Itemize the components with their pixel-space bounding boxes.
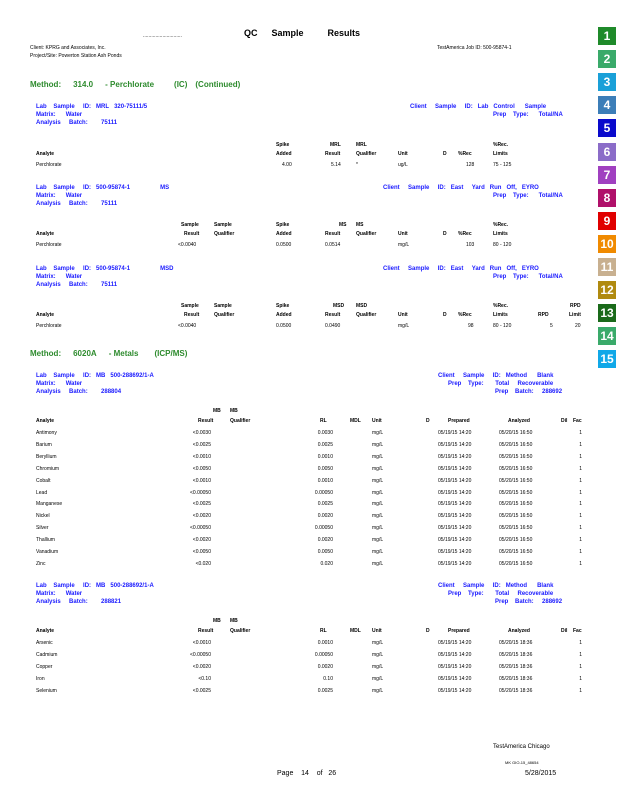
s2-limits: 80 - 120 xyxy=(493,242,512,248)
s3-h-limit: Limit xyxy=(569,312,581,318)
cell-result: <0.0010 xyxy=(192,640,211,646)
cell-prepared: 05/19/15 14:20 xyxy=(438,537,472,544)
s2-h-qualifier2: Qualifier xyxy=(356,231,377,237)
s5-prep-batch: Prep Batch: 288692 xyxy=(495,599,563,605)
s3-lab-sample-id: Lab Sample ID: 500-95874-1 MSD xyxy=(36,266,174,272)
cell-rl: 0.0010 xyxy=(317,477,333,484)
cell-dil: 1 xyxy=(579,675,582,682)
cell-unit: mg/L xyxy=(372,560,384,567)
cell-analyzed: 05/20/15 16:50 xyxy=(499,477,533,484)
s3-rec: 98 xyxy=(468,323,474,329)
cell-analyzed: 05/20/15 16:50 xyxy=(499,501,533,508)
cell-prepared: 05/19/15 14:20 xyxy=(438,477,472,484)
cell-analyzed: 05/20/15 16:50 xyxy=(499,513,533,520)
s4-prep-batch: Prep Batch: 288692 xyxy=(495,389,563,395)
section-tab-6[interactable]: 6 xyxy=(598,143,616,161)
s1-h-d: D xyxy=(443,151,447,157)
cell-analyzed: 05/20/15 16:50 xyxy=(499,549,533,555)
s1-h-qualifier: Qualifier xyxy=(356,151,377,157)
cell-prepared: 05/19/15 14:20 xyxy=(438,441,472,448)
s4-h-analyte: Analyte xyxy=(36,418,55,424)
cell-result: <0.0030 xyxy=(192,430,211,436)
s1-h-unit: Unit xyxy=(398,151,408,157)
cell-rl: 0.020 xyxy=(320,560,333,567)
cell-analyte: Selenium xyxy=(36,687,57,694)
method-heading-perchlorate: Method: 314.0 - Perchlorate (IC) (Continued) xyxy=(30,80,241,89)
s2-h-sample2: Sample xyxy=(214,222,232,228)
s3-h-qualifier: Qualifier xyxy=(214,312,235,318)
cell-analyzed: 05/20/15 18:36 xyxy=(499,675,533,682)
s4-h-mdl: MDL xyxy=(350,418,361,424)
s2-h-result: Result xyxy=(184,231,200,237)
cell-unit: mg/L xyxy=(372,525,384,532)
cell-rl: 0.00050 xyxy=(314,651,333,658)
cell-prepared: 05/19/15 14:20 xyxy=(438,675,472,682)
s3-unit: mg/L xyxy=(398,323,410,329)
s2-h-ms: MS xyxy=(339,222,347,228)
s1-h-rec: %Rec. xyxy=(493,142,509,148)
s5-h-mb: MB xyxy=(213,618,221,624)
s1-qualifier: * xyxy=(356,162,358,168)
section-tab-9[interactable]: 9 xyxy=(598,212,616,230)
section-tab-13[interactable]: 13 xyxy=(598,304,616,322)
cell-rl: 0.0025 xyxy=(317,687,333,694)
s4-matrix: Matrix: Water xyxy=(36,381,83,387)
cell-prepared: 05/19/15 14:20 xyxy=(438,651,472,658)
s3-analyte: Perchlorate xyxy=(36,323,62,329)
cell-rl: 0.0050 xyxy=(317,465,333,472)
s5-client-sample-id: Client Sample ID: Method Blank xyxy=(438,583,554,589)
cell-analyte: Arsenic xyxy=(36,640,53,646)
method-heading-metals: Method: 6020A - Metals (ICP/MS) xyxy=(30,349,188,358)
s5-h-result: Result xyxy=(198,628,214,634)
cell-dil: 1 xyxy=(579,513,582,520)
cell-rl: 0.0020 xyxy=(317,663,333,670)
cell-unit: mg/L xyxy=(372,477,384,484)
s3-prep-type: Prep Type: Total/NA xyxy=(493,274,563,280)
cell-rl: 0.0050 xyxy=(317,549,333,555)
s4-h-prepared: Prepared xyxy=(448,418,470,424)
cell-dil: 1 xyxy=(579,489,582,496)
s2-h-added: Added xyxy=(276,231,292,237)
s5-h-d: D xyxy=(426,628,430,634)
s3-h-msd2: MSD xyxy=(356,303,368,309)
cell-result: <0.0050 xyxy=(192,549,211,555)
s3-limit: 20 xyxy=(575,323,581,329)
s1-h-analyte: Analyte xyxy=(36,151,55,157)
cell-analyzed: 05/20/15 16:50 xyxy=(499,525,533,532)
cell-unit: mg/L xyxy=(372,453,384,460)
s5-h-prepared: Prepared xyxy=(448,628,470,634)
cell-rl: 0.0020 xyxy=(317,513,333,520)
cell-unit: mg/L xyxy=(372,675,384,682)
cell-prepared: 05/19/15 14:20 xyxy=(438,549,472,555)
s2-matrix: Matrix: Water xyxy=(36,193,83,199)
cell-analyzed: 05/20/15 18:36 xyxy=(499,640,533,646)
cell-result: <0.00050 xyxy=(190,525,211,532)
cell-dil: 1 xyxy=(579,430,582,436)
s3-h-sample: Sample xyxy=(181,303,199,309)
cell-analyzed: 05/20/15 16:50 xyxy=(499,465,533,472)
s3-h-sample2: Sample xyxy=(214,303,232,309)
cell-analyzed: 05/20/15 16:50 xyxy=(499,453,533,460)
s4-lab-sample-id: Lab Sample ID: MB 500-288692/1-A xyxy=(36,373,154,379)
cell-prepared: 05/19/15 14:20 xyxy=(438,663,472,670)
s3-h-pct-rec: %Rec xyxy=(458,312,472,318)
s2-h-result2: Result xyxy=(325,231,341,237)
cell-analyte: Nickel xyxy=(36,513,50,520)
cell-analyzed: 05/20/15 18:36 xyxy=(499,663,533,670)
s1-h-spike: Spike xyxy=(276,142,290,148)
cell-analyte: Beryllium xyxy=(36,453,57,460)
section-tab-7[interactable]: 7 xyxy=(598,166,616,184)
s4-h-analyzed: Analyzed xyxy=(508,418,530,424)
cell-prepared: 05/19/15 14:20 xyxy=(438,513,472,520)
client-name: Client: KPRG and Associates, Inc. xyxy=(30,45,106,51)
cell-rl: 0.0030 xyxy=(317,430,333,436)
cell-prepared: 05/19/15 14:20 xyxy=(438,501,472,508)
cell-analyte: Lead xyxy=(36,489,48,496)
cell-result: <0.0050 xyxy=(192,465,211,472)
cell-result: <0.0010 xyxy=(192,477,211,484)
s5-h-analyte: Analyte xyxy=(36,628,55,634)
cell-rl: 0.0025 xyxy=(317,441,333,448)
section-tab-5[interactable]: 5 xyxy=(598,119,616,137)
s3-result2: 0.0490 xyxy=(325,323,341,329)
s4-h-result: Result xyxy=(198,418,214,424)
cell-dil: 1 xyxy=(579,651,582,658)
s5-h-unit: Unit xyxy=(372,628,382,634)
cell-unit: mg/L xyxy=(372,489,384,496)
cell-dil: 1 xyxy=(579,453,582,460)
footer-company: TestAmerica Chicago xyxy=(493,744,550,750)
s2-added: 0.0500 xyxy=(276,242,292,248)
s2-client-sample-id: Client Sample ID: East Yard Run Off, EYRO xyxy=(383,185,539,191)
s5-h-rl: RL xyxy=(320,628,327,634)
cell-dil: 1 xyxy=(579,549,582,555)
s3-h-unit: Unit xyxy=(398,312,408,318)
s4-h-dil: Dil xyxy=(561,418,568,424)
cell-unit: mg/L xyxy=(372,537,384,544)
s2-h-limits: Limits xyxy=(493,231,508,237)
cell-result: <0.00050 xyxy=(190,651,211,658)
cell-analyte: Thallium xyxy=(36,537,55,544)
section-tab-4[interactable]: 4 xyxy=(598,96,616,114)
s3-h-rec: %Rec. xyxy=(493,303,509,309)
cell-result: <0.00050 xyxy=(190,489,211,496)
cell-unit: mg/L xyxy=(372,549,384,555)
cell-rl: 0.0020 xyxy=(317,537,333,544)
s1-analysis-batch: Analysis Batch: 75111 xyxy=(36,120,118,126)
s3-h-rpd-top: RPD xyxy=(570,303,581,309)
cell-result: <0.0020 xyxy=(192,537,211,544)
s4-h-fac: Fac xyxy=(573,418,582,424)
cell-unit: mg/L xyxy=(372,663,384,670)
section-tab-3[interactable]: 3 xyxy=(598,73,616,91)
cell-analyte: Iron xyxy=(36,675,45,682)
s1-h-result: Result xyxy=(325,151,341,157)
s2-h-d: D xyxy=(443,231,447,237)
s1-result: 5.14 xyxy=(331,162,341,168)
s1-matrix: Matrix: Water xyxy=(36,112,83,118)
section-tab-15[interactable]: 15 xyxy=(598,350,616,368)
cell-analyte: Antimony xyxy=(36,430,57,436)
s3-h-d: D xyxy=(443,312,447,318)
s4-h-unit: Unit xyxy=(372,418,382,424)
s4-client-sample-id: Client Sample ID: Method Blank xyxy=(438,373,554,379)
s3-h-spike: Spike xyxy=(276,303,290,309)
s1-prep-type: Prep Type: Total/NA xyxy=(493,112,563,118)
s2-h-analyte: Analyte xyxy=(36,231,55,237)
cell-unit: mg/L xyxy=(372,465,384,472)
cell-result: <0.020 xyxy=(195,560,211,567)
cell-prepared: 05/19/15 14:20 xyxy=(438,465,472,472)
cell-analyte: Silver xyxy=(36,525,49,532)
s3-limits: 80 - 120 xyxy=(493,323,512,329)
s5-h-analyzed: Analyzed xyxy=(508,628,530,634)
cell-analyzed: 05/20/15 16:50 xyxy=(499,441,533,448)
cell-dil: 1 xyxy=(579,501,582,508)
s2-unit: mg/L xyxy=(398,242,410,248)
cell-result: <0.0025 xyxy=(192,441,211,448)
cell-dil: 1 xyxy=(579,477,582,484)
cell-unit: mg/L xyxy=(372,640,384,646)
cell-result: <0.0025 xyxy=(192,501,211,508)
s3-h-qualifier2: Qualifier xyxy=(356,312,377,318)
s2-analyte: Perchlorate xyxy=(36,242,62,248)
cell-analyte: Manganese xyxy=(36,501,63,508)
cell-dil: 1 xyxy=(579,560,582,567)
s3-h-rpd: RPD xyxy=(538,312,549,318)
cell-dil: 1 xyxy=(579,640,582,646)
cell-prepared: 05/19/15 14:20 xyxy=(438,640,472,646)
section-tab-11[interactable]: 11 xyxy=(598,258,616,276)
s4-h-qualifier: Qualifier xyxy=(230,418,251,424)
s3-h-limits: Limits xyxy=(493,312,508,318)
s3-analysis-batch: Analysis Batch: 75111 xyxy=(36,282,118,288)
cell-unit: mg/L xyxy=(372,441,384,448)
s3-rpd: 5 xyxy=(550,323,553,329)
s4-h-mb: MB xyxy=(213,408,221,414)
s3-client-sample-id: Client Sample ID: East Yard Run Off, EYRO xyxy=(383,266,539,272)
s4-prep-type: Prep Type: Total Recoverable xyxy=(448,381,554,387)
s3-h-added: Added xyxy=(276,312,292,318)
section-tab-1[interactable]: 1 xyxy=(598,27,616,45)
s4-h-d: D xyxy=(426,418,430,424)
cell-prepared: 05/19/15 14:20 xyxy=(438,687,472,694)
cell-prepared: 05/19/15 14:20 xyxy=(438,489,472,496)
s1-h-limits: Limits xyxy=(493,151,508,157)
cell-unit: mg/L xyxy=(372,501,384,508)
s1-lab-sample-id: Lab Sample ID: MRL 320-75111/5 xyxy=(36,104,148,110)
s3-matrix: Matrix: Water xyxy=(36,274,83,280)
cell-rl: 0.00050 xyxy=(314,489,333,496)
s2-h-rec: %Rec. xyxy=(493,222,509,228)
s4-h-rl: RL xyxy=(320,418,327,424)
s1-limits: 75 - 125 xyxy=(493,162,512,168)
job-id: TestAmerica Job ID: 500-95874-1 xyxy=(437,45,512,51)
cell-prepared: 05/19/15 14:20 xyxy=(438,430,472,436)
page-title: QC Sample Results xyxy=(244,28,361,38)
s2-result: <0.0040 xyxy=(178,242,197,248)
s3-h-result2: Result xyxy=(325,312,341,318)
cell-result: <0.10 xyxy=(198,675,211,682)
project-site: Project/Site: Powerton Station Ash Ponds xyxy=(30,53,122,59)
cell-unit: mg/L xyxy=(372,651,384,658)
cell-rl: 0.0010 xyxy=(317,453,333,460)
cell-dil: 1 xyxy=(579,663,582,670)
s5-h-qualifier: Qualifier xyxy=(230,628,251,634)
cell-rl: 0.0025 xyxy=(317,501,333,508)
s3-result: <0.0040 xyxy=(178,323,197,329)
cell-prepared: 05/19/15 14:20 xyxy=(438,453,472,460)
s5-h-dil: Dil xyxy=(561,628,568,634)
section-tab-12[interactable]: 12 xyxy=(598,281,616,299)
s2-h-ms2: MS xyxy=(356,222,364,228)
s1-h-pct-rec: %Rec xyxy=(458,151,472,157)
s1-client-sample-id: Client Sample ID: Lab Control Sample xyxy=(410,104,547,110)
cell-analyte: Vanadium xyxy=(36,549,59,555)
cell-unit: mg/L xyxy=(372,430,384,436)
s1-rec: 128 xyxy=(466,162,475,168)
cell-analyte: Zinc xyxy=(36,560,46,567)
cell-analyzed: 05/20/15 16:50 xyxy=(499,430,533,436)
cell-result: <0.0010 xyxy=(192,453,211,460)
cell-dil: 1 xyxy=(579,525,582,532)
cell-analyzed: 05/20/15 16:50 xyxy=(499,489,533,496)
s5-h-mdl: MDL xyxy=(350,628,361,634)
s2-rec: 103 xyxy=(466,242,475,248)
cell-prepared: 05/19/15 14:20 xyxy=(438,525,472,532)
s5-analysis-batch: Analysis Batch: 288821 xyxy=(36,599,122,605)
s1-h-added: Added xyxy=(276,151,292,157)
cell-unit: mg/L xyxy=(372,513,384,520)
s2-lab-sample-id: Lab Sample ID: 500-95874-1 MS xyxy=(36,185,170,191)
s5-matrix: Matrix: Water xyxy=(36,591,83,597)
cell-result: <0.0020 xyxy=(192,513,211,520)
cell-analyte: Cobalt xyxy=(36,477,51,484)
s4-h-mb2: MB xyxy=(230,408,238,414)
s3-h-analyte: Analyte xyxy=(36,312,55,318)
cell-analyzed: 05/20/15 18:36 xyxy=(499,651,533,658)
cell-result: <0.0025 xyxy=(192,687,211,694)
cell-unit: mg/L xyxy=(372,687,384,694)
s1-h-mrl2: MRL xyxy=(356,142,367,148)
cell-dil: 1 xyxy=(579,537,582,544)
cell-dil: 1 xyxy=(579,687,582,694)
section-tab-14[interactable]: 14 xyxy=(598,327,616,345)
s2-h-sample: Sample xyxy=(181,222,199,228)
s1-h-mrl: MRL xyxy=(330,142,341,148)
header-mark: ............................ xyxy=(143,33,182,39)
cell-rl: 0.0010 xyxy=(317,640,333,646)
cell-result: <0.0020 xyxy=(192,663,211,670)
cell-analyzed: 05/20/15 18:36 xyxy=(499,687,533,694)
s1-added: 4.00 xyxy=(282,162,292,168)
cell-analyzed: 05/20/15 16:50 xyxy=(499,560,533,567)
cell-analyzed: 05/20/15 16:50 xyxy=(499,537,533,544)
s2-h-unit: Unit xyxy=(398,231,408,237)
cell-dil: 1 xyxy=(579,465,582,472)
s5-h-fac: Fac xyxy=(573,628,582,634)
section-tab-10[interactable]: 10 xyxy=(598,235,616,253)
page-number: Page 14 of 26 xyxy=(277,770,337,777)
s2-h-qualifier: Qualifier xyxy=(214,231,235,237)
cell-analyte: Copper xyxy=(36,663,53,670)
s3-h-msd: MSD xyxy=(333,303,345,309)
s2-prep-type: Prep Type: Total/NA xyxy=(493,193,563,199)
cell-prepared: 05/19/15 14:20 xyxy=(438,560,472,567)
cell-rl: 0.10 xyxy=(323,675,333,682)
cell-analyte: Chromium xyxy=(36,465,60,472)
s4-analysis-batch: Analysis Batch: 288804 xyxy=(36,389,122,395)
cell-dil: 1 xyxy=(579,441,582,448)
cell-analyte: Cadmium xyxy=(36,651,58,658)
cell-rl: 0.00050 xyxy=(314,525,333,532)
section-tab-2[interactable]: 2 xyxy=(598,50,616,68)
s1-unit: ug/L xyxy=(398,162,408,168)
s2-h-spike: Spike xyxy=(276,222,290,228)
cell-analyte: Barium xyxy=(36,441,52,448)
s3-h-result: Result xyxy=(184,312,200,318)
s3-added: 0.0500 xyxy=(276,323,292,329)
s5-prep-type: Prep Type: Total Recoverable xyxy=(448,591,554,597)
s5-h-mb2: MB xyxy=(230,618,238,624)
footer-date: 5/28/2015 xyxy=(525,770,557,777)
section-tab-8[interactable]: 8 xyxy=(598,189,616,207)
s2-result2: 0.0514 xyxy=(325,242,341,248)
s2-analysis-batch: Analysis Batch: 75111 xyxy=(36,201,118,207)
s2-h-pct-rec: %Rec xyxy=(458,231,472,237)
s1-analyte: Perchlorate xyxy=(36,162,62,168)
s5-lab-sample-id: Lab Sample ID: MB 500-288692/1-A xyxy=(36,583,154,589)
footer-code: MK GIO-15_48654 xyxy=(505,760,539,765)
